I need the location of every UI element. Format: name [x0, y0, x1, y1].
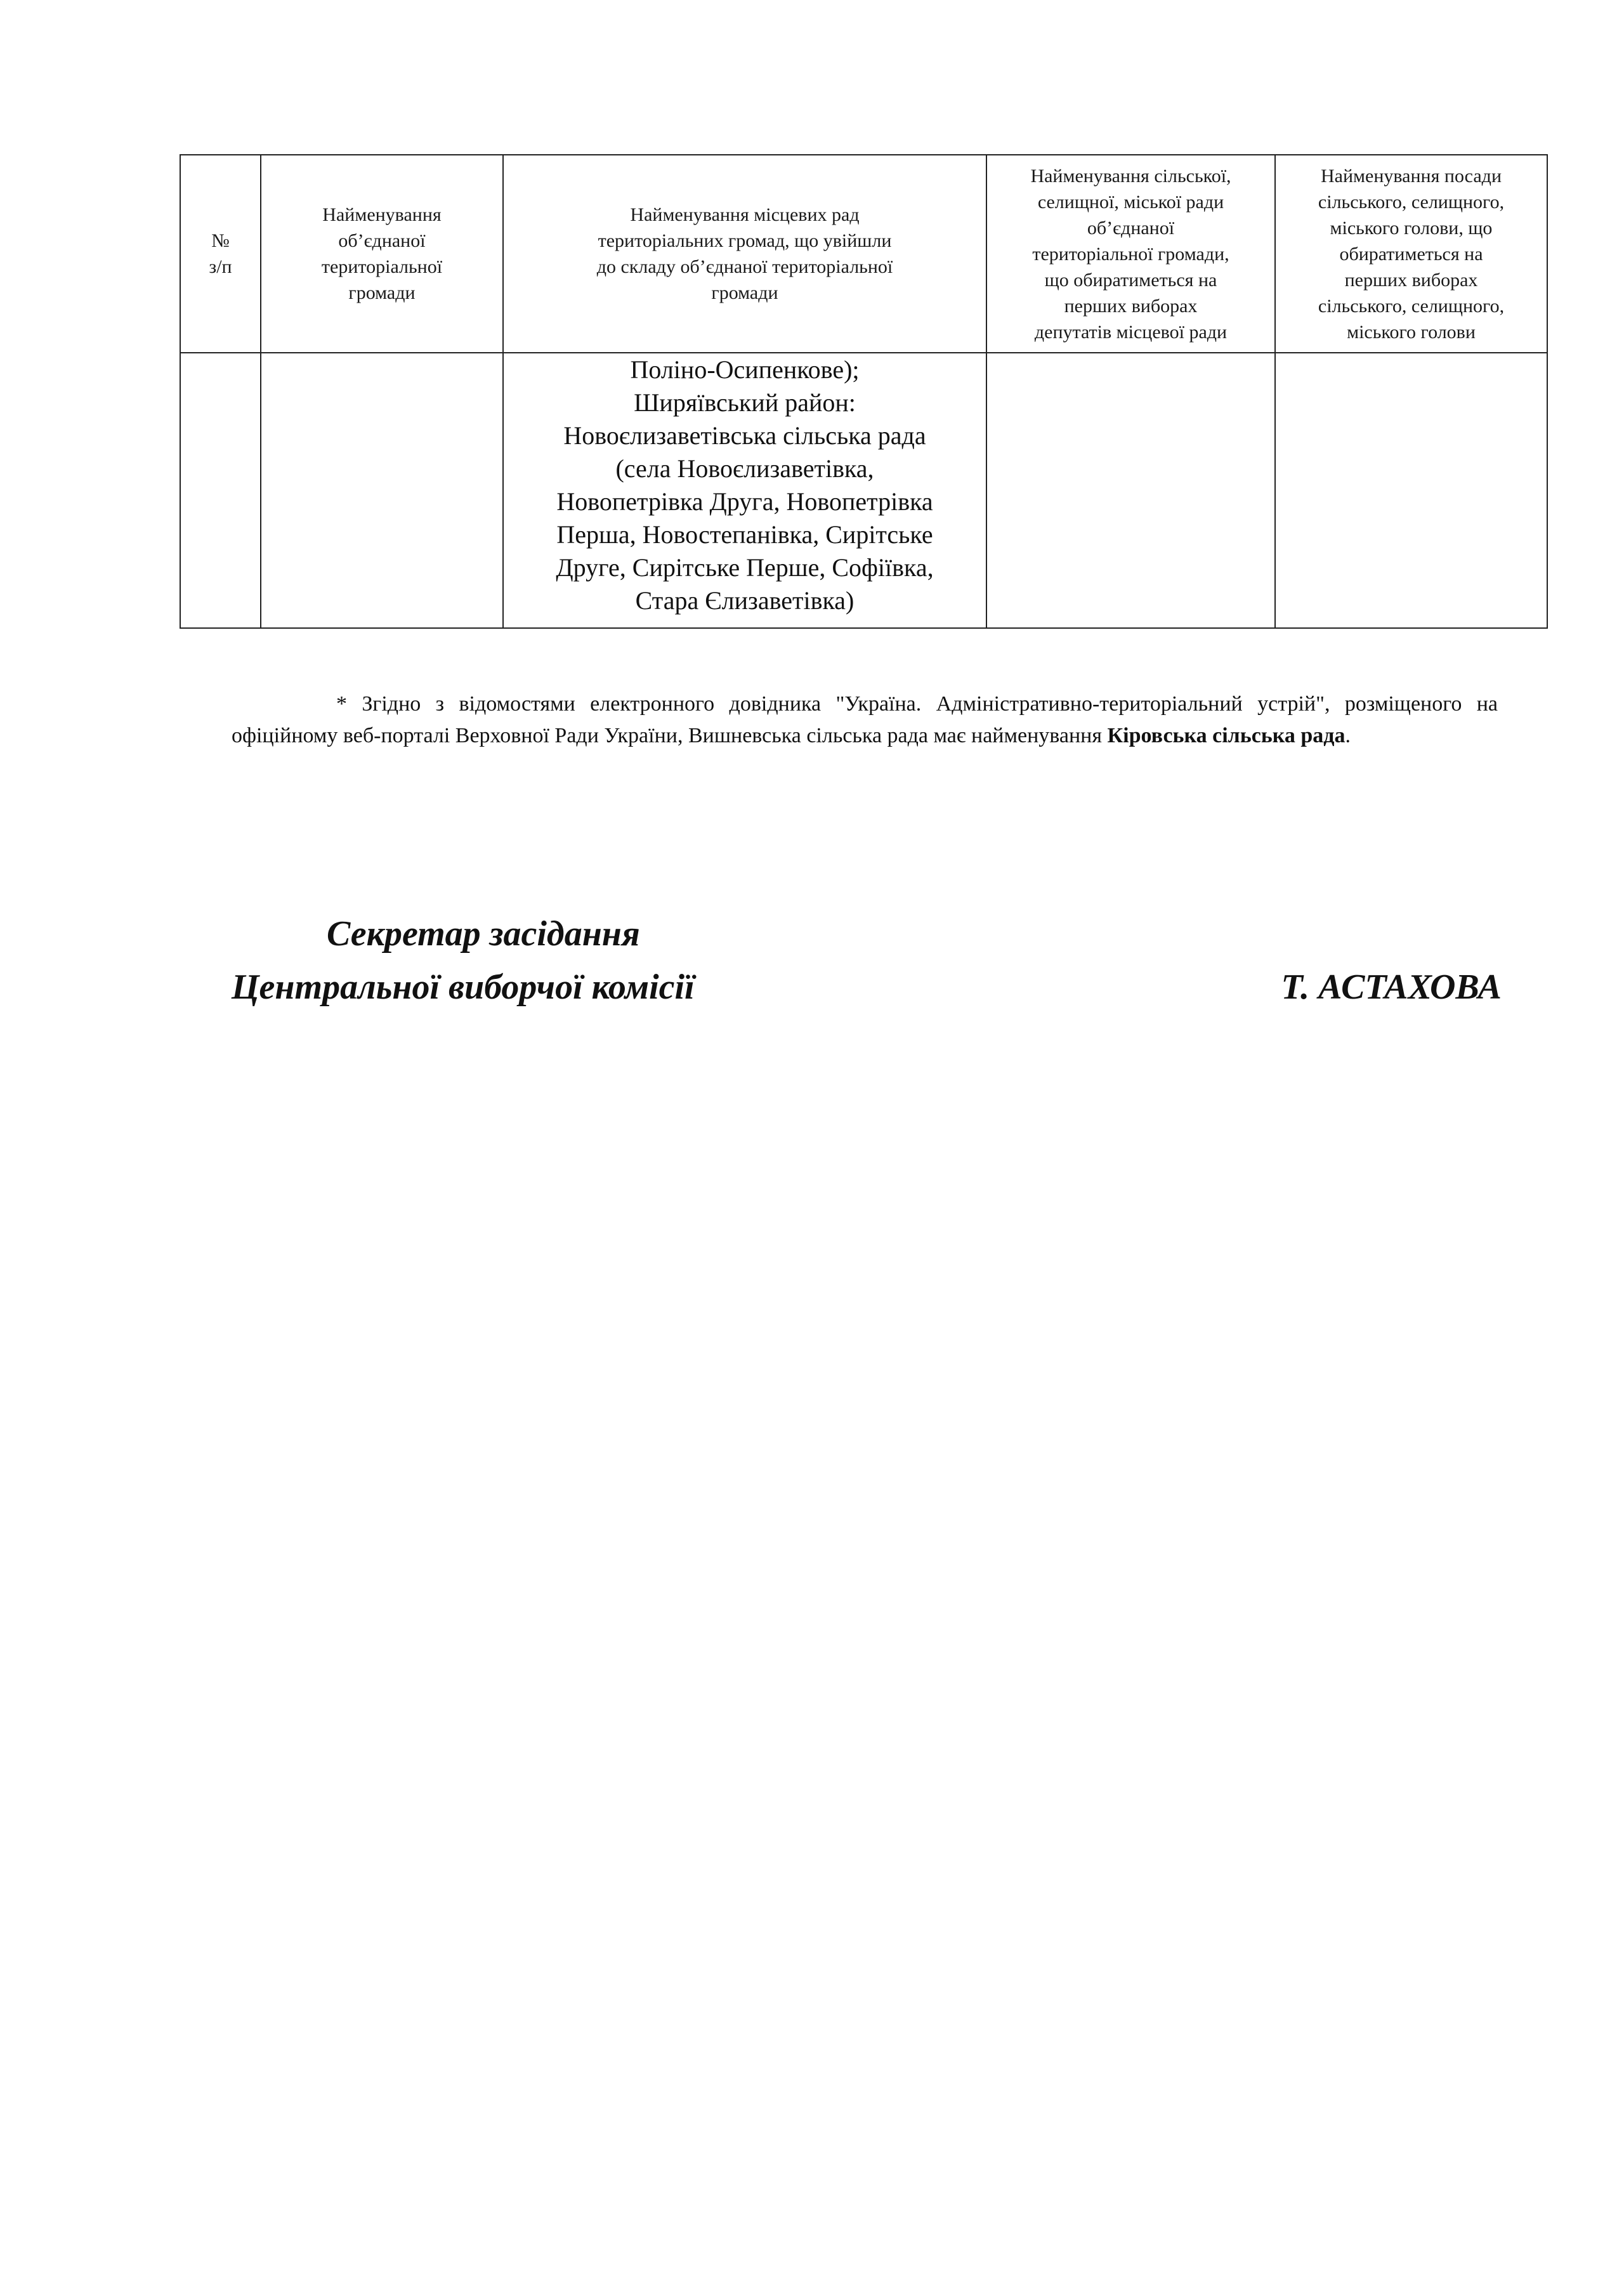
table-row: [180, 353, 1547, 628]
header-line: сільського, селищного,: [1318, 191, 1505, 213]
footnote-bold-text: Кіровська сільська рада: [1107, 724, 1346, 747]
header-line: територіальних громад, що увійшли: [598, 230, 892, 251]
cell-community: [261, 353, 503, 628]
header-line: об’єднаної: [1087, 217, 1175, 239]
council-line: Ширяївський район:: [634, 388, 856, 417]
cell-councils: [503, 353, 986, 628]
council-line: Поліно-Осипенкове);: [630, 355, 860, 384]
header-line: Найменування: [322, 204, 442, 225]
header-councils: [503, 155, 986, 353]
signature-title: [232, 907, 695, 1014]
council-line: (села Новоєлизаветівка,: [615, 454, 874, 483]
header-line: Найменування посади: [1321, 165, 1502, 187]
cell-number: [180, 353, 261, 628]
header-council-name: [986, 155, 1275, 353]
header-line: до складу об’єднаної територіальної: [596, 256, 893, 277]
council-line: Стара Єлизаветівка): [635, 586, 855, 615]
signature-title-line1: Секретар засідання: [327, 914, 640, 954]
cell-council-name: [986, 353, 1275, 628]
footnote: [232, 688, 1498, 752]
signature-name: Т. АСТАХОВА: [1281, 968, 1502, 1007]
header-line: №: [211, 230, 230, 251]
header-line: селищної, міської ради: [1037, 191, 1224, 213]
header-line: громади: [711, 282, 778, 303]
communities-table: [180, 154, 1548, 629]
header-line: Найменування місцевих рад: [630, 204, 860, 225]
cell-head-position: [1275, 353, 1547, 628]
header-line: перших виборах: [1344, 269, 1478, 291]
header-line: Найменування сільської,: [1030, 165, 1231, 187]
header-line: сільського, селищного,: [1318, 295, 1505, 317]
header-line: перших виборах: [1064, 295, 1198, 317]
council-line: Друге, Сирітське Перше, Софіївка,: [556, 553, 934, 582]
header-line: об’єднаної: [338, 230, 426, 251]
header-line: що обиратиметься на: [1044, 269, 1217, 291]
council-line: Новопетрівка Друга, Новопетрівка: [556, 487, 933, 516]
header-number: [180, 155, 261, 353]
header-line: міського голови, що: [1330, 217, 1493, 239]
header-community: [261, 155, 503, 353]
header-line: депутатів місцевої ради: [1034, 321, 1228, 343]
header-line: територіальної громади,: [1032, 243, 1229, 265]
footnote-text: * Згідно з відомостями електронного довідника "Україна. Адміністративно-територіальний устрій", розміщеного на офіційному веб-порталі Верховної Ради України, Вишневська сільська рада має найменування: [232, 692, 1498, 747]
header-line: громади: [348, 282, 416, 303]
signature-title-line2: Центральної виборчої комісії: [232, 968, 695, 1007]
table-header-row: [180, 155, 1547, 353]
footnote-paragraph: [232, 688, 1498, 752]
header-line: з/п: [209, 256, 232, 277]
council-line: Перша, Новостепанівка, Сирітське: [556, 520, 933, 549]
header-line: міського голови: [1347, 321, 1476, 343]
header-line: обиратиметься на: [1339, 243, 1483, 265]
header-line: територіальної: [321, 256, 443, 277]
footnote-period: .: [1345, 724, 1351, 747]
header-head-position: [1275, 155, 1547, 353]
council-line: Новоєлизаветівська сільська рада: [563, 421, 926, 450]
